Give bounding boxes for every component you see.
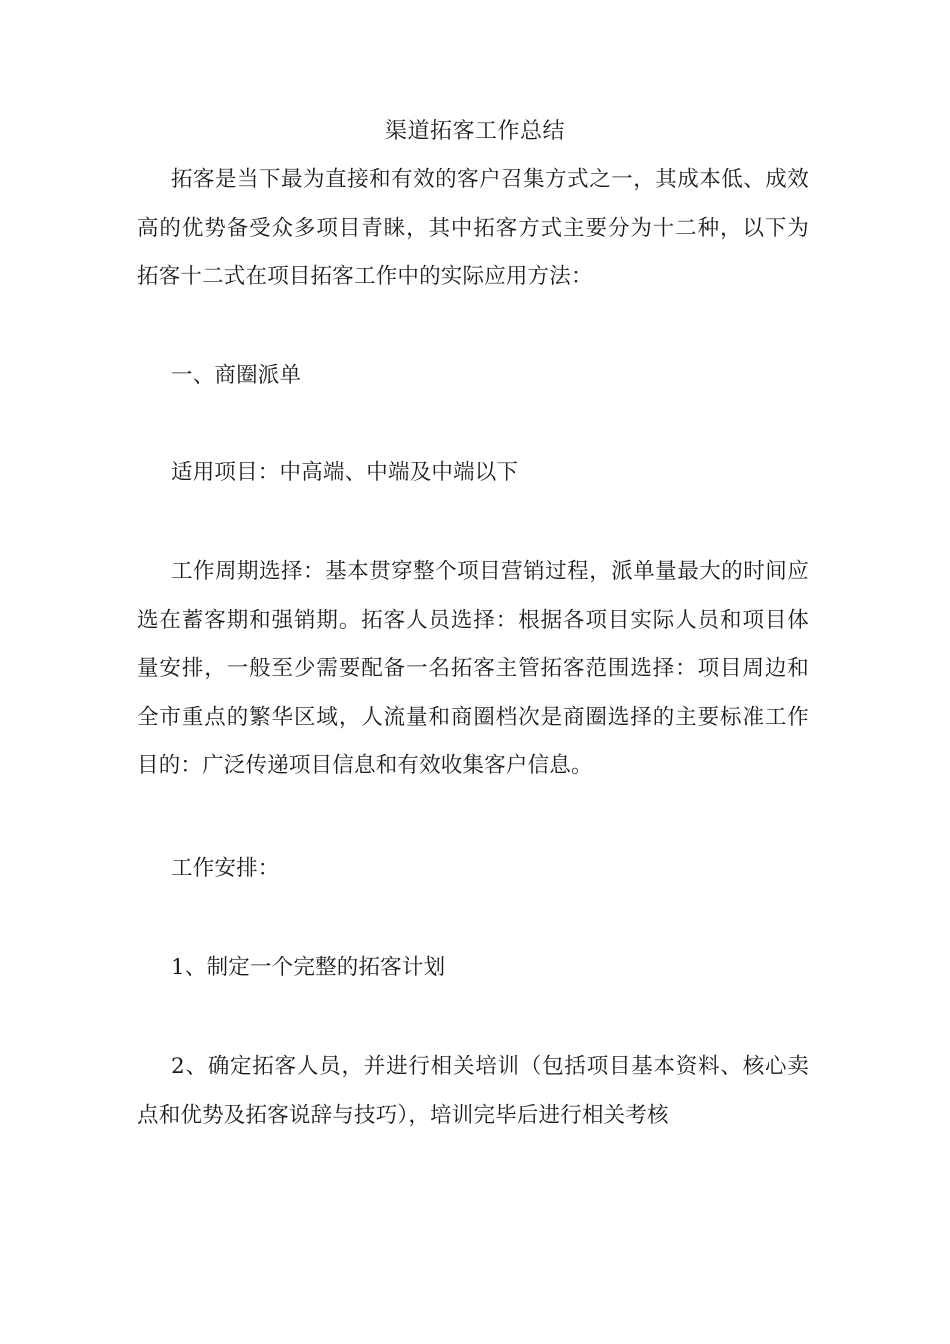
work-cycle-paragraph: 工作周期选择：基本贯穿整个项目营销过程，派单量最大的时间应选在蓄客期和强销期。拓客人员选择：根据各项目实际人员和项目体量安排，一般至少需要配备一名拓客主管拓客范围选择：项目周边和全市重点的繁华区域，人流量和商圈档次是商圈选择的主要标准工作目的：广泛传递项目信息和有效收集客户信息。 (137, 559, 809, 778)
intro-paragraph: 拓客是当下最为直接和有效的客户召集方式之一，其成本低、成效高的优势备受众多项目青睐，其中拓客方式主要分为十二种，以下为拓客十二式在项目拓客工作中的实际应用方法： (137, 167, 809, 289)
applicable-projects-paragraph: 适用项目：中高端、中端及中端以下 (171, 460, 519, 485)
step-1-paragraph: 1、制定一个完整的拓客计划 (171, 955, 446, 980)
section-heading-business-district-flyers: 一、商圈派单 (171, 363, 302, 388)
document-title: 渠道拓客工作总结 (384, 119, 565, 144)
step-2-paragraph: 2、确定拓客人员，并进行相关培训（包括项目基本资料、核心卖点和优势及拓客说辞与技巧），培训完毕后进行相关考核 (137, 1054, 809, 1128)
work-arrangement-heading: 工作安排： (171, 856, 280, 881)
